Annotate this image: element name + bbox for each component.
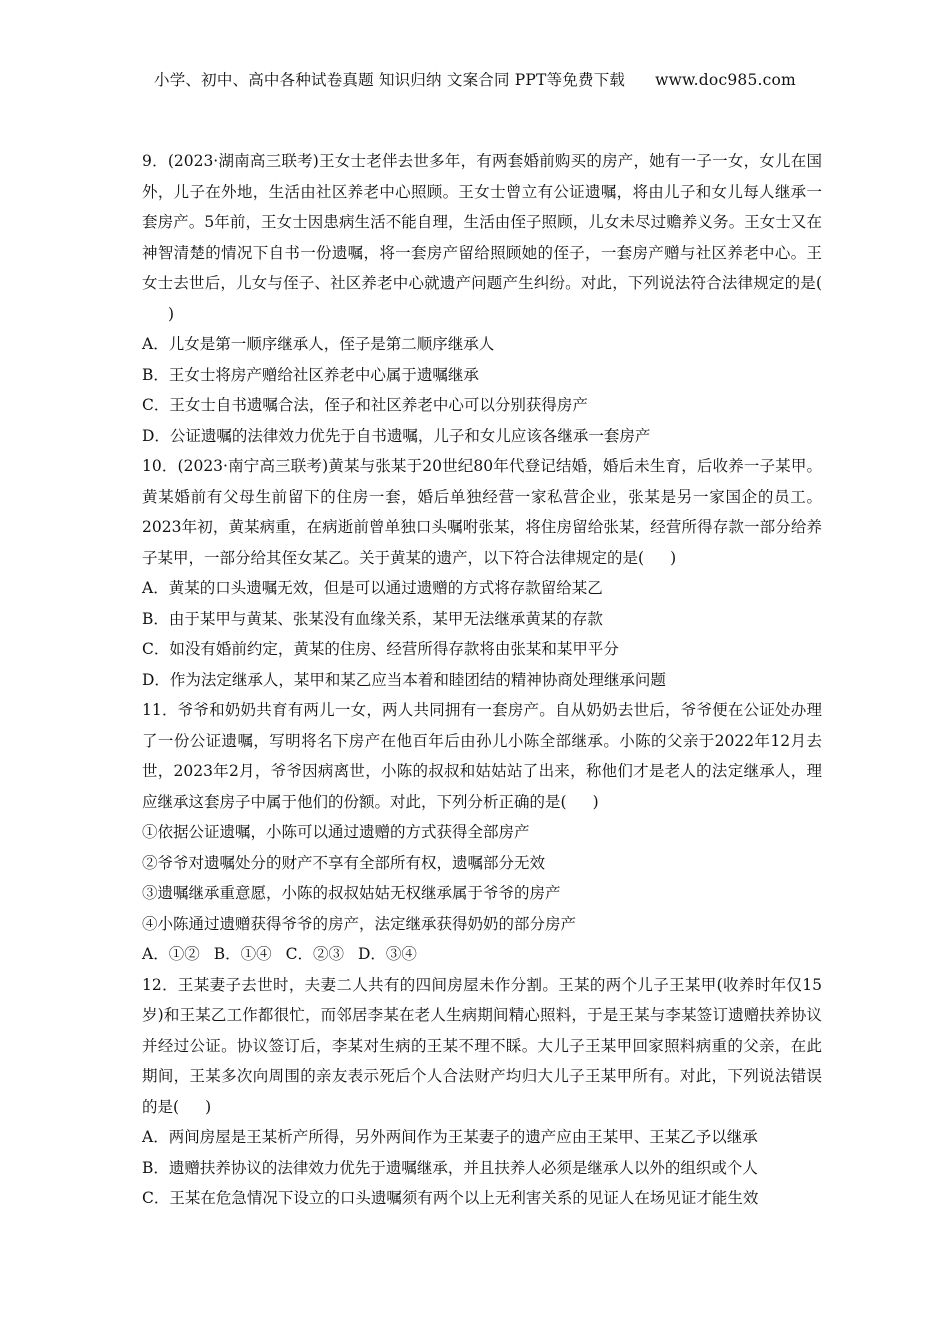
question-source: (2023·南宁高三联考) bbox=[177, 457, 329, 475]
question-text: 王女士老伴去世多年，有两套婚前购买的房产，她有一子一女，女儿在国外，儿子在外地，生活由社区养老中心照顾。王女士曾立有公证遗嘱，将由儿子和女儿每人继承一套房产。5年前，王女士因患病生活不能自理，生活由侄子照顾，儿女未尽过赡养义务。王女士又在神智清楚的情况下自书一份遗嘱，将一套房产留给照顾她的侄子，一套房产赠与社区养老中心。王女士去世后，儿女与侄子、社区养老中心就遗产问题产生纠纷。对此，下列说法符合法律规定的是( bbox=[142, 152, 822, 292]
option-b: B．遗赠扶养协议的法律效力优先于遗嘱继承，并且扶养人必须是继承人以外的组织或个人 bbox=[142, 1158, 758, 1177]
header-text: 小学、初中、高中各种试卷真题 知识归纳 文案合同 PPT等免费下载 bbox=[154, 71, 626, 89]
option-b: B．由于某甲与黄某、张某没有血缘关系，某甲无法继承黄某的存款 bbox=[142, 609, 603, 628]
option-a: A．黄某的口头遗嘱无效，但是可以通过遗赠的方式将存款留给某乙 bbox=[142, 579, 603, 597]
choice-b: B．①④ bbox=[213, 945, 272, 963]
option-b: B．王女士将房产赠给社区养老中心属于遗嘱继承 bbox=[142, 365, 479, 384]
question-number: 9． bbox=[142, 152, 168, 170]
option-a: A．两间房屋是王某析产所得，另外两间作为王某妻子的遗产应由王某甲、王某乙予以继承 bbox=[142, 1128, 758, 1146]
question-text: 黄某与张某于20世纪80年代登记结婚，婚后未生育，后收养一子某甲。黄某婚前有父母生前留下的住房一套，婚后单独经营一家私营企业，张某是另一家国企的员工。2023年初，黄某病重，在病逝前曾单独口头嘱咐张某，将住房留给张某，经营所得存款一部分给养子某甲，一部分给其侄女某乙。关于黄某的遗产，以下符合法律规定的是( bbox=[142, 457, 822, 567]
choice-d: D．③④ bbox=[357, 945, 417, 963]
question-source: (2023·湖南高三联考) bbox=[167, 152, 319, 170]
question-number: 11． bbox=[142, 701, 178, 719]
statement-2: ②爷爷对遗嘱处分的财产不享有全部所有权，遗嘱部分无效 bbox=[142, 853, 546, 872]
option-c: C．王某在危急情况下设立的口头遗嘱须有两个以上无利害关系的见证人在场见证才能生效 bbox=[142, 1189, 759, 1207]
option-d: D．作为法定继承人，某甲和某乙应当本着和睦团结的精神协商处理继承问题 bbox=[142, 670, 666, 689]
question-list bbox=[142, 146, 822, 1214]
answer-paren-close: ) bbox=[670, 548, 677, 567]
answer-paren-close: ) bbox=[168, 304, 175, 323]
option-c: C．如没有婚前约定，黄某的住房、经营所得存款将由张某和某甲平分 bbox=[142, 640, 619, 658]
option-a: A．儿女是第一顺序继承人，侄子是第二顺序继承人 bbox=[142, 335, 495, 353]
question-number: 10． bbox=[142, 457, 178, 475]
answer-paren-close: ) bbox=[592, 792, 599, 811]
answer-paren-close: ) bbox=[205, 1097, 212, 1116]
option-c: C．王女士自书遗嘱合法，侄子和社区养老中心可以分别获得房产 bbox=[142, 396, 588, 414]
question-stem bbox=[142, 451, 822, 573]
question-text: 王某妻子去世时，夫妻二人共有的四间房屋未作分割。王某的两个儿子王某甲(收养时年仅15岁)和王某乙工作都很忙，而邻居李某在老人生病期间精心照料，于是王某与李某签订遗赠扶养协议并经过公证。协议签订后，李某对生病的王某不理不睬。大儿子王某甲回家照料病重的父亲，在此期间，王某多次向周围的亲友表示死后个人合法财产均归大儿子王某甲所有。对此，下列说法错误的是( bbox=[142, 975, 822, 1116]
statement-4: ④小陈通过遗赠获得爷爷的房产，法定继承获得奶奶的部分房产 bbox=[142, 914, 577, 933]
question-stem bbox=[142, 695, 822, 817]
header-site: www.doc985.com bbox=[655, 71, 796, 89]
question-number: 12． bbox=[142, 975, 178, 994]
question-10 bbox=[142, 451, 822, 695]
choice-a: A．①② bbox=[142, 945, 200, 963]
question-stem bbox=[142, 146, 822, 329]
statement-3: ③遗嘱继承重意愿，小陈的叔叔姑姑无权继承属于爷爷的房产 bbox=[142, 884, 561, 902]
question-11 bbox=[142, 695, 822, 970]
page-header bbox=[0, 68, 950, 90]
question-12 bbox=[142, 970, 822, 1214]
statement-1: ①依据公证遗嘱，小陈可以通过遗赠的方式获得全部房产 bbox=[142, 823, 530, 841]
question-stem bbox=[142, 970, 822, 1123]
question-text: 爷爷和奶奶共育有两儿一女，两人共同拥有一套房产。自从奶奶去世后，爷爷便在公证处办理了一份公证遗嘱，写明将名下房产在他百年后由孙儿小陈全部继承。小陈的父亲于2022年12月去世，2023年2月，爷爷因病离世，小陈的叔叔和姑姑站了出来，称他们才是老人的法定继承人，理应继承这套房子中属于他们的份额。对此，下列分析正确的是( bbox=[142, 701, 822, 811]
option-d: D．公证遗嘱的法律效力优先于自书遗嘱，儿子和女儿应该各继承一套房产 bbox=[142, 426, 651, 445]
choice-c: C．②③ bbox=[285, 945, 344, 963]
question-9 bbox=[142, 146, 822, 451]
choice-row bbox=[142, 939, 822, 970]
